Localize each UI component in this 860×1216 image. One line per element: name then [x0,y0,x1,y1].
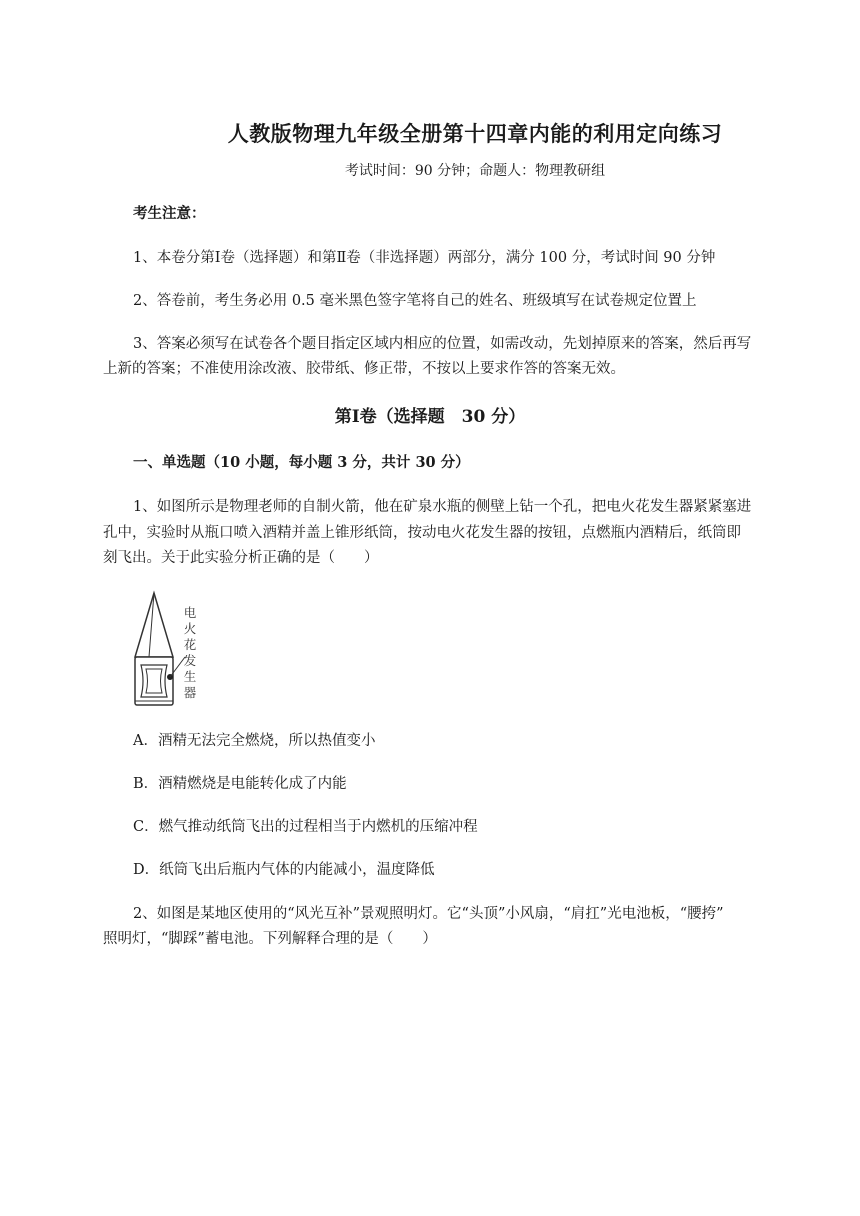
label-char: 电 [183,605,197,620]
option-a: A．酒精无法完全燃烧，所以热值变小 [133,733,376,749]
question-1-line-2: 孔中，实验时从瓶口喷入酒精并盖上锥形纸筒，按动电火花发生器的按钮，点燃瓶内酒精后，纸筒即 [103,525,741,541]
rocket-figure [125,585,215,710]
label-char: 生 [183,669,197,684]
option-c: C．燃气推动纸筒飞出的过程相当于内燃机的压缩冲程 [133,819,478,835]
spark-generator-label [182,605,198,701]
part-heading: 一、单选题（10 小题，每小题 3 分，共计 30 分） [133,454,470,471]
notice-item-1: 1、本卷分第Ⅰ卷（选择题）和第Ⅱ卷（非选择题）两部分，满分 100 分，考试时间 90 分钟 [133,250,716,266]
option-b: B．酒精燃烧是电能转化成了内能 [133,776,347,792]
question-1-line-1: 1、如图所示是物理老师的自制火箭，他在矿泉水瓶的侧壁上钻一个孔，把电火花发生器紧紧塞进 [133,499,752,515]
page-title: 人教版物理九年级全册第十四章内能的利用定向练习 [227,121,723,146]
label-char: 器 [183,685,197,700]
section-title: 第Ⅰ卷（选择题 30 分） [334,407,526,427]
notice-item-3: 3、答案必须写在试卷各个题目指定区域内相应的位置，如需改动，先划掉原来的答案，然后再写 [133,336,752,352]
option-d: D．纸筒飞出后瓶内气体的内能减小，温度降低 [133,862,435,878]
bottle-body [135,657,173,705]
notice-item-3-cont: 上新的答案；不准使用涂改液、胶带纸、修正带，不按以上要求作答的答案无效。 [103,361,625,377]
notice-item-2: 2、答卷前，考生务必用 0.5 毫米黑色签字笔将自己的姓名、班级填写在试卷规定位置上 [133,293,697,309]
paper-cone [135,593,173,657]
question-2-line-1: 2、如图是某地区使用的“风光互补”景观照明灯。它“头顶”小风扇，“肩扛”光电池板，“腰挎” [133,906,724,922]
label-char: 火 [183,621,197,636]
question-1-line-3: 刻飞出。关于此实验分析正确的是（ ） [103,550,379,566]
label-char: 花 [183,637,197,652]
notice-heading: 考生注意： [133,205,206,222]
rocket-diagram [125,585,215,710]
label-char: 发 [183,653,197,668]
question-2-line-2: 照明灯，“脚踩”蓄电池。下列解释合理的是（ ） [103,931,437,947]
exam-info: 考试时间：90 分钟；命题人：物理教研组 [344,163,606,179]
